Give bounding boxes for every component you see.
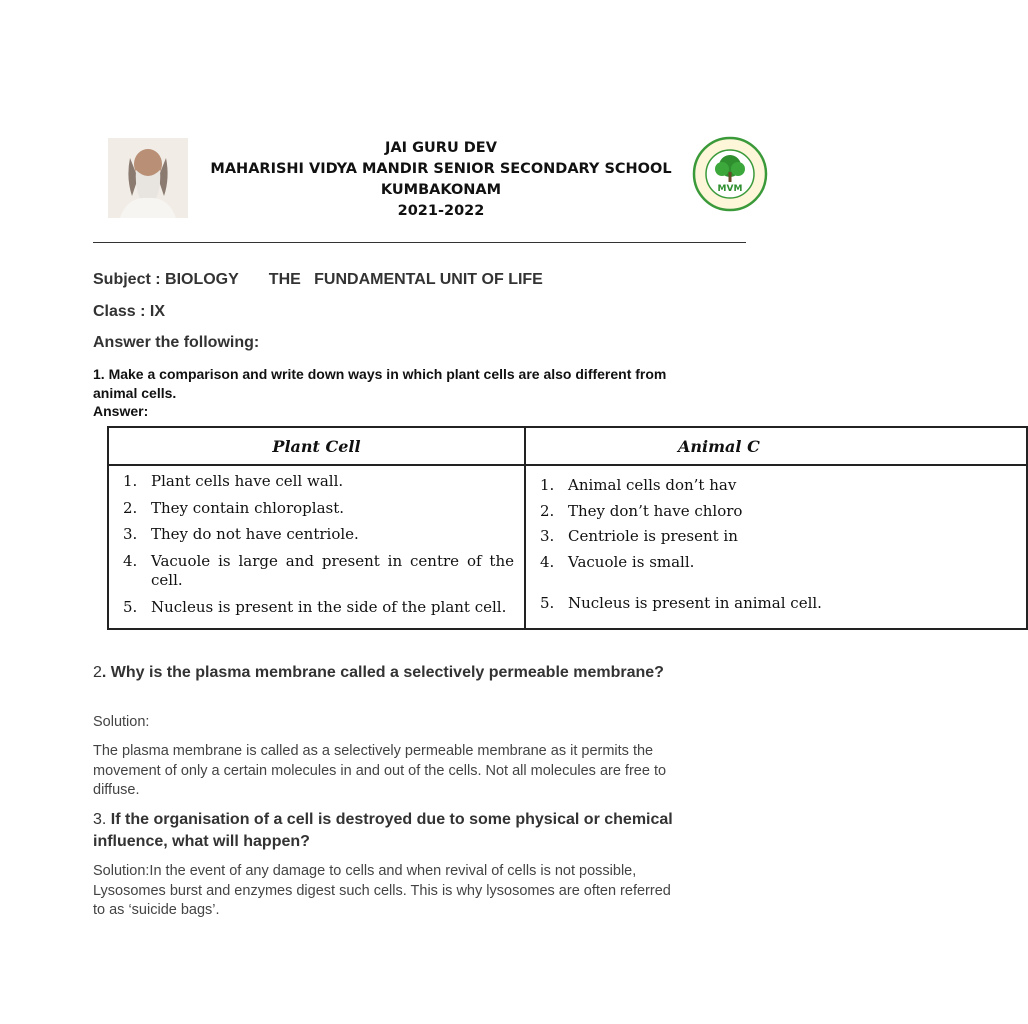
school-city: KUMBAKONAM <box>380 182 502 198</box>
portrait-image <box>108 138 188 218</box>
academic-year: 2021-2022 <box>397 203 485 219</box>
mvm-logo-icon <box>692 136 768 212</box>
animal-cell-header: Animal C <box>525 427 1027 465</box>
plant-point: 3. They do not have centriole. <box>123 525 359 543</box>
header-line-1: JAI GURU DEV <box>385 140 497 156</box>
question-2-text: . Why is the plasma membrane called a selectively permeable membrane? <box>101 664 664 681</box>
comparison-table-image <box>107 426 822 640</box>
animal-point: 2. They don’t have chloro <box>540 501 743 520</box>
plant-point: 5. Nucleus is present in the side of the plant cell. <box>123 597 507 616</box>
school-name: MAHARISHI VIDYA MANDIR SENIOR SECONDARY SCHOOL <box>210 161 672 177</box>
solution-3: Solution:In the event of any damage to cells and when revival of cells is not possible, Lysosomes burst and enzymes digest such cells. This is why lysosomes are often referred to as ‘suicide bags’. <box>93 863 671 918</box>
subject-line <box>93 271 543 289</box>
class-label: Class : IX <box>93 303 166 320</box>
plant-point: 4. Vacuole is large and present in centre of the cell. <box>123 551 514 589</box>
question-2-number: 2 <box>93 664 102 681</box>
founder-portrait <box>108 138 188 218</box>
animal-point: 4. Vacuole is small. <box>540 552 695 571</box>
school-header-text <box>200 138 682 222</box>
answer-label: Answer: <box>93 403 149 419</box>
school-logo <box>692 136 768 212</box>
question-3 <box>93 809 683 853</box>
plant-point: 1. Plant cells have cell wall. <box>123 472 344 490</box>
instructions-heading: Answer the following: <box>93 334 260 351</box>
solution-2: The plasma membrane is called as a selectively permeable membrane as it permits the movement of only a certain molecules in and out of the cells. Not all molecules are free to diffuse. <box>93 743 667 798</box>
logo-text: MVM <box>717 184 743 194</box>
animal-point: 5. Nucleus is present in animal cell. <box>540 594 822 612</box>
question-3-number: 3. <box>93 811 107 828</box>
subject-label: Subject : BIOLOGY <box>93 271 239 288</box>
comparison-table <box>107 426 1028 630</box>
plant-cell-header: Plant Cell <box>108 427 525 465</box>
plant-cell-column <box>108 465 525 629</box>
animal-point: 1. Animal cells don’t hav <box>540 476 737 494</box>
solution-label: Solution: <box>93 714 150 730</box>
plant-point: 2. They contain chloroplast. <box>123 498 345 517</box>
question-2 <box>93 662 683 684</box>
animal-cell-column <box>525 465 1027 629</box>
question-3-text: If the organisation of a cell is destroyed due to some physical or chemical influence, what will happen? <box>93 811 673 850</box>
header-divider <box>93 242 746 243</box>
animal-point: 3. Centriole is present in <box>540 527 738 545</box>
question-1: 1. Make a comparison and write down ways in which plant cells are also different from animal cells. <box>93 366 667 401</box>
chapter-title: THE FUNDAMENTAL UNIT OF LIFE <box>268 271 543 288</box>
